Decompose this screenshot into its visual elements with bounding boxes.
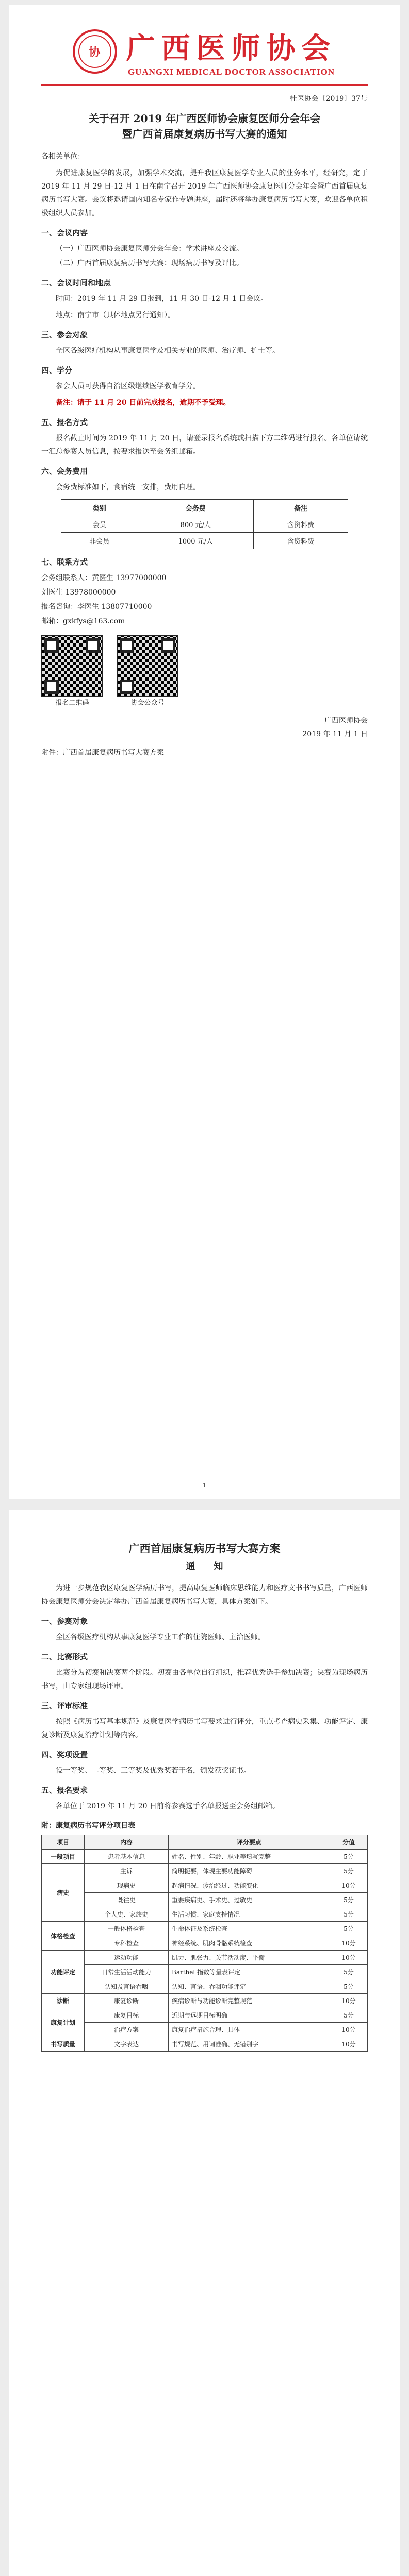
fee-table-header: [61, 500, 348, 516]
schedule-item: 康复诊断: [85, 1994, 169, 2008]
schedule-category: 病史: [42, 1864, 85, 1922]
org-name-cn: 广西医师协会: [126, 31, 337, 65]
fee-table-row: [61, 533, 348, 549]
schedule-header-cell: 评分要点: [169, 1835, 330, 1850]
schedule-point: 生活习惯、家庭支持情况: [169, 1907, 330, 1922]
schedule-row: [42, 1893, 368, 1907]
page-number: 1: [202, 1482, 207, 1489]
schedule-score: 5分: [330, 2008, 368, 2023]
salutation: 各相关单位：: [41, 152, 85, 161]
schedule-item: 一般体格检查: [85, 1922, 169, 1936]
org-titles: [126, 26, 337, 77]
page-2: [9, 1510, 400, 2576]
attachment-line: 附件：广西首届康复病历书写大赛方案: [41, 749, 164, 757]
schedule-item: 现病史: [85, 1878, 169, 1893]
org-name-en: GUANGXI MEDICAL DOCTOR ASSOCIATION: [127, 67, 335, 77]
red-divider: [41, 84, 368, 86]
fee-cell: 非会员: [61, 533, 138, 549]
schedule-row: [42, 2023, 368, 2037]
plan-section-5-text: 各单位于 2019 年 11 月 20 日前将参赛选手名单报送至会务组邮箱。: [56, 1802, 280, 1810]
plan-section-1-title: 一、参赛对象: [41, 1617, 88, 1626]
fee-table-row: [61, 516, 348, 533]
schedule-item: 患者基本信息: [85, 1850, 169, 1864]
schedule-row: [42, 1979, 368, 1994]
schedule-score: 5分: [330, 1979, 368, 1994]
fee-cell: 含资料费: [253, 533, 348, 549]
meeting-time: 时间：2019 年 11 月 29 日报到，11 月 30 日-12 月 1 日会议。: [56, 295, 268, 303]
plan-section-4-title: 四、奖项设置: [41, 1750, 88, 1759]
intro-paragraph: 为促进康复医学的发展，加强学术交流，提升我区康复医学专业人员的业务水平，经研究，定于 2019 年 11 月 29 日-12 月 1 日在南宁召开 2019 年广西医师协会康复医师分会年会暨广西首届康复病历书写大赛。会议将邀请国内知名专家作专题讲座，届时还将举办康复病历书写大赛，欢迎各单位积极组织人员参加。: [41, 169, 368, 217]
section-5-title: 五、报名方式: [41, 418, 88, 427]
schedule-item: 既往史: [85, 1893, 169, 1907]
section-6-title: 六、会务费用: [41, 467, 88, 476]
schedule-category: 康复计划: [42, 2008, 85, 2037]
plan-intro: 为进一步规范我区康复医学病历书写，提高康复医师临床思维能力和医疗文书书写质量，广西医师协会康复医师分会决定举办广西首届康复病历书写大赛，具体方案如下。: [41, 1584, 368, 1606]
schedule-point: 简明扼要，体现主要功能障碍: [169, 1864, 330, 1878]
contact-line: 报名咨询：李医生 13807710000: [41, 603, 152, 611]
seal-text: 协: [78, 35, 111, 68]
schedule-point: 起病情况、诊治经过、功能变化: [169, 1878, 330, 1893]
plan-section-5-title: 五、报名要求: [41, 1786, 88, 1795]
qr-finder-icon: [44, 680, 59, 694]
schedule-score: 5分: [330, 1965, 368, 1979]
registration-qr-icon[interactable]: [41, 635, 103, 697]
plan-section-2-text: 比赛分为初赛和决赛两个阶段。初赛由各单位自行组织，推荐优秀选手参加决赛；决赛为现场病历书写，由专家组现场评审。: [41, 1669, 368, 1690]
document-number: 桂医协会〔2019〕37号: [289, 95, 368, 103]
schedule-row: [42, 1864, 368, 1878]
schedule-score: 10分: [330, 1936, 368, 1951]
section-7-title: 七、联系方式: [41, 557, 88, 567]
schedule-point: Barthel 指数等量表评定: [169, 1965, 330, 1979]
notice-title: [41, 111, 368, 142]
plan-section-2-title: 二、比赛形式: [41, 1652, 88, 1662]
schedule-point: 肌力、肌张力、关节活动度、平衡: [169, 1951, 330, 1965]
schedule-item: 运动功能: [85, 1951, 169, 1965]
contact-line: 会务组联系人：黄医生 13977000000: [41, 574, 167, 582]
schedule-row: [42, 2037, 368, 2052]
schedule-body: [42, 1850, 368, 2052]
schedule-point: 近期与远期目标明确: [169, 2008, 330, 2023]
schedule-item: 个人史、家族史: [85, 1907, 169, 1922]
schedule-row: [42, 1878, 368, 1893]
schedule-score: 10分: [330, 2023, 368, 2037]
letterhead: [41, 26, 368, 77]
fee-text: 会务费标准如下，食宿统一安排，费用自理。: [56, 483, 200, 492]
qr-codes: [41, 635, 368, 707]
credits-text: 参会人员可获得自治区级继续医学教育学分。: [56, 382, 200, 391]
schedule-row: [42, 1922, 368, 1936]
schedule-header-row: [42, 1835, 368, 1850]
qr-label: 报名二维码: [55, 699, 89, 707]
schedule-point: 重要疾病史、手术史、过敏史: [169, 1893, 330, 1907]
qr-finder-icon: [120, 680, 134, 694]
fee-cell: 800 元/人: [138, 516, 253, 533]
schedule-category: 一般项目: [42, 1850, 85, 1864]
schedule-point: 生命体征及系统检查: [169, 1922, 330, 1936]
schedule-category: 书写质量: [42, 2037, 85, 2052]
official-account-qr-icon[interactable]: [117, 635, 178, 697]
qr-finder-icon: [120, 638, 134, 653]
schedule-item: 认知及言语吞咽: [85, 1979, 169, 1994]
qr-block-registration: [41, 635, 103, 707]
fee-header-cell: 备注: [253, 500, 348, 516]
schedule-row: [42, 1936, 368, 1951]
qr-finder-icon: [161, 638, 175, 653]
fee-table: [61, 499, 348, 549]
notice-title-line1: 关于召开 2019 年广西医师协会康复医师分会年会: [88, 112, 321, 125]
plan-section-3-title: 三、评审标准: [41, 1701, 88, 1710]
schedule-caption: 附：康复病历书写评分项目表: [41, 1822, 135, 1830]
contact-line: 刘医生 13978000000: [41, 588, 116, 597]
fee-header-cell: 类别: [61, 500, 138, 516]
fee-header-cell: 会务费: [138, 500, 253, 516]
schedule-score: 5分: [330, 1850, 368, 1864]
schedule-point: 康复治疗措施合理、具体: [169, 2023, 330, 2037]
qr-label: 协会公众号: [130, 699, 165, 707]
signature-date: 2019 年 11 月 1 日: [302, 730, 368, 738]
schedule-point: 姓名、性别、年龄、职业等填写完整: [169, 1850, 330, 1864]
contact-email[interactable]: 邮箱：gxkfys@163.com: [41, 617, 125, 625]
schedule-point: 神经系统、肌肉骨骼系统检查: [169, 1936, 330, 1951]
schedule-header-cell: 项目: [42, 1835, 85, 1850]
section-3-title: 三、参会对象: [41, 330, 88, 340]
schedule-item: 文字表达: [85, 2037, 169, 2052]
schedule-row: [42, 1994, 368, 2008]
schedule-category: 体格检查: [42, 1922, 85, 1951]
qr-block-official: [117, 635, 178, 707]
plan-subtitle: 通 知: [186, 1561, 223, 1572]
schedule-score: 5分: [330, 1907, 368, 1922]
schedule-table: [41, 1835, 368, 2052]
plan-section-4-text: 设一等奖、二等奖、三等奖及优秀奖若干名，颁发获奖证书。: [56, 1767, 251, 1775]
qr-finder-icon: [44, 638, 59, 653]
schedule-score: 5分: [330, 1893, 368, 1907]
plan-section-3-text: 按照《病历书写基本规范》及康复医学病历书写要求进行评分，重点考查病史采集、功能评定、康复诊断及康复治疗计划等内容。: [41, 1718, 368, 1739]
page-1: [9, 5, 400, 1499]
schedule-point: 认知、言语、吞咽功能评定: [169, 1979, 330, 1994]
association-seal-icon: [73, 29, 117, 74]
participants-text: 全区各级医疗机构从事康复医学及相关专业的医师、治疗师、护士等。: [56, 347, 280, 355]
section-1-item: （二）广西首届康复病历书写大赛：现场病历书写及评比。: [56, 259, 243, 267]
schedule-item: 日常生活活动能力: [85, 1965, 169, 1979]
section-1-item: （一）广西医师协会康复医师分会年会：学术讲座及交流。: [56, 245, 243, 253]
schedule-row: [42, 1850, 368, 1864]
schedule-score: 5分: [330, 1864, 368, 1878]
fee-cell: 含资料费: [253, 516, 348, 533]
schedule-score: 10分: [330, 1994, 368, 2008]
fee-cell: 1000 元/人: [138, 533, 253, 549]
notice-title-line2: 暨广西首届康复病历书写大赛的通知: [122, 128, 287, 140]
schedule-item: 康复目标: [85, 2008, 169, 2023]
section-1-title: 一、会议内容: [41, 228, 88, 238]
plan-title: 广西首届康复病历书写大赛方案: [128, 1542, 281, 1555]
plan-section-1-text: 全区各级医疗机构从事康复医学专业工作的住院医师、主治医师。: [56, 1633, 265, 1641]
schedule-row: [42, 2008, 368, 2023]
meeting-place: 地点：南宁市（具体地点另行通知）。: [56, 311, 175, 319]
schedule-row: [42, 1965, 368, 1979]
section-2-title: 二、会议时间和地点: [41, 278, 111, 287]
schedule-score: 10分: [330, 1878, 368, 1893]
registration-text: 报名截止时间为 2019 年 11 月 20 日，请登录报名系统或扫描下方二维码进行报名。各单位请统一汇总参赛人员信息，按要求报送至会务组邮箱。: [41, 434, 368, 456]
schedule-row: [42, 1951, 368, 1965]
red-note: 备注：请于 11 月 20 日前完成报名，逾期不予受理。: [56, 399, 231, 407]
schedule-score: 5分: [330, 1922, 368, 1936]
fee-cell: 会员: [61, 516, 138, 533]
signature-block: [41, 714, 368, 741]
schedule-item: 主诉: [85, 1864, 169, 1878]
schedule-row: [42, 1907, 368, 1922]
schedule-item: 治疗方案: [85, 2023, 169, 2037]
qr-finder-icon: [86, 638, 100, 653]
schedule-item: 专科检查: [85, 1936, 169, 1951]
schedule-point: 书写规范、用词准确、无错别字: [169, 2037, 330, 2052]
schedule-category: 功能评定: [42, 1951, 85, 1994]
schedule-header-cell: 内容: [85, 1835, 169, 1850]
schedule-score: 10分: [330, 1951, 368, 1965]
section-4-title: 四、学分: [41, 366, 73, 375]
schedule-header-cell: 分值: [330, 1835, 368, 1850]
schedule-category: 诊断: [42, 1994, 85, 2008]
schedule-score: 10分: [330, 2037, 368, 2052]
signature-org: 广西医师协会: [324, 717, 368, 725]
schedule-point: 疾病诊断与功能诊断完整规范: [169, 1994, 330, 2008]
